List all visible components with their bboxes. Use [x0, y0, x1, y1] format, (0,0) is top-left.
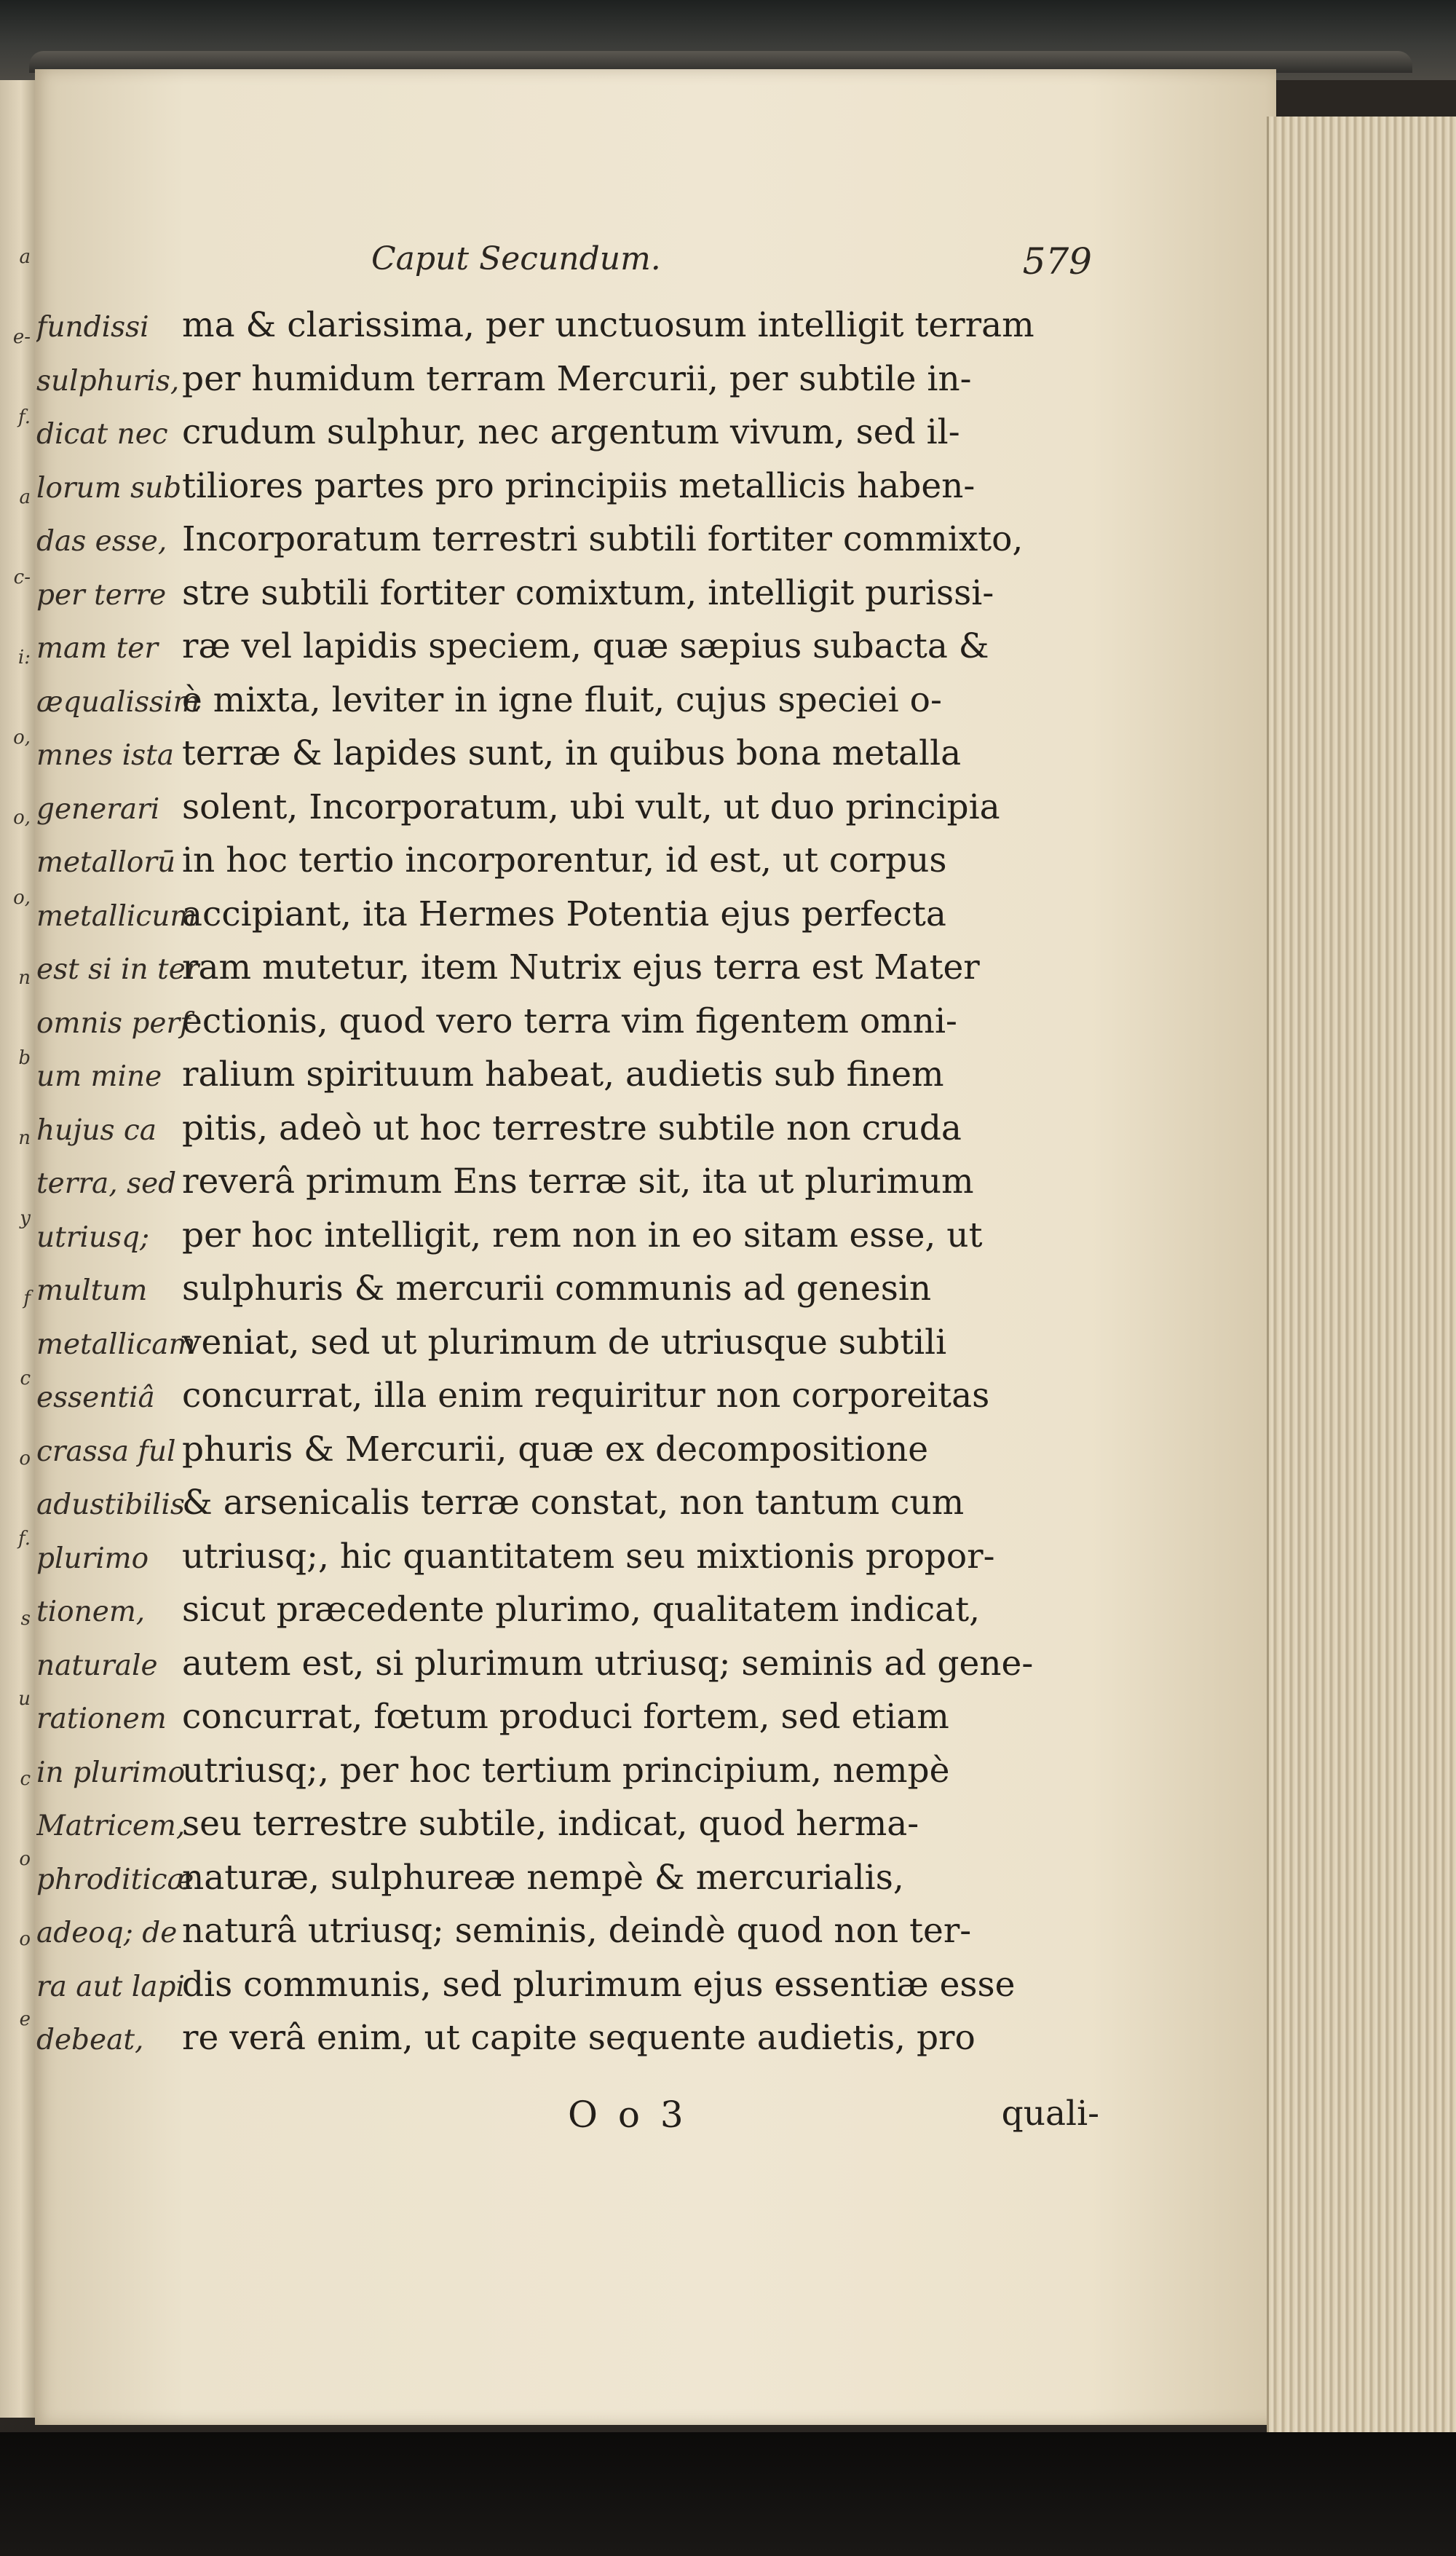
facing-page-letter: o	[19, 1928, 31, 1950]
line-text: per humidum terram Mercurii, per subtile in-	[182, 358, 972, 399]
text-line	[36, 1423, 1099, 1477]
marginal-word-fragment: fundissi	[36, 311, 149, 344]
text-line	[36, 1209, 1099, 1263]
facing-page-letter: n	[18, 967, 31, 989]
text-line	[36, 1690, 1099, 1744]
marginal-word-fragment: multum	[36, 1274, 148, 1307]
marginal-word-fragment: adustibilis	[36, 1488, 185, 1521]
text-line	[36, 1262, 1099, 1316]
text-line	[36, 352, 1099, 406]
text-line	[36, 406, 1099, 459]
line-text: in hoc tertio incorporentur, id est, ut corpus	[182, 840, 947, 880]
text-line	[36, 1958, 1099, 2012]
line-text: dis communis, sed plurimum ejus essentiæ esse	[182, 1964, 1016, 2005]
line-text: Incorporatum terrestri subtili fortiter commixto,	[182, 519, 1024, 559]
facing-page-letter: o	[19, 1848, 31, 1870]
text-line	[36, 1904, 1099, 1958]
facing-page-letter: o	[19, 1448, 31, 1470]
text-line	[36, 1851, 1099, 1905]
marginal-word-fragment: terra, sed	[36, 1167, 177, 1200]
text-line	[36, 781, 1099, 835]
text-line	[36, 1583, 1099, 1637]
text-line	[36, 995, 1099, 1049]
text-line	[36, 513, 1099, 567]
marginal-word-fragment: um mine	[36, 1060, 162, 1093]
facing-page-letter: i:	[17, 647, 31, 668]
text-line	[36, 1316, 1099, 1370]
marginal-word-fragment: metallorū	[36, 846, 176, 879]
signature-mark: O o 3	[568, 2094, 688, 2136]
line-text: sicut præcedente plurimo, qualitatem indicat,	[182, 1590, 981, 1630]
body-text	[36, 299, 1099, 2065]
catchword: quali-	[1001, 2094, 1099, 2134]
marginal-word-fragment: æqualissim	[36, 685, 200, 719]
facing-page-letter: f.	[18, 1528, 31, 1550]
text-line	[36, 1102, 1099, 1156]
line-text: solent, Incorporatum, ubi vult, ut duo principia	[182, 786, 1000, 827]
marginal-word-fragment: debeat,	[36, 2024, 144, 2056]
line-text: stre subtili fortiter comixtum, intelligit purissi-	[182, 572, 994, 613]
running-title: Caput Secundum.	[371, 240, 661, 277]
text-line	[36, 1530, 1099, 1584]
text-line	[36, 1744, 1099, 1798]
line-text: concurrat, illa enim requiritur non corporeitas	[182, 1376, 990, 1416]
marginal-word-fragment: plurimo	[36, 1542, 149, 1575]
facing-page-letter: a	[19, 486, 31, 508]
facing-page-letter: b	[18, 1047, 31, 1069]
line-text: naturâ utriusq; seminis, deindè quod non ter-	[182, 1911, 972, 1951]
line-text: autem est, si plurimum utriusq; seminis ad gene-	[182, 1643, 1034, 1684]
line-text: naturæ, sulphureæ nempè & mercurialis,	[182, 1857, 904, 1898]
page-edge-stack	[1267, 117, 1456, 2447]
facing-page-letter: e	[19, 2008, 31, 2030]
page-footer	[36, 2094, 1099, 2145]
marginal-word-fragment: per terre	[36, 578, 167, 612]
running-head	[371, 240, 1092, 284]
marginal-word-fragment: naturale	[36, 1649, 158, 1682]
facing-page-letter: e-	[12, 326, 31, 348]
facing-page-edge	[0, 80, 36, 2418]
line-text: tiliores partes pro principiis metallicis haben-	[182, 465, 976, 506]
marginal-word-fragment: das esse,	[36, 525, 167, 558]
text-line	[36, 1155, 1099, 1209]
facing-page-letter: c	[20, 1768, 31, 1790]
facing-page-letter: a	[19, 246, 31, 268]
page-number: 579	[1022, 240, 1092, 283]
line-text: ram mutetur, item Nutrix ejus terra est Mater	[182, 947, 980, 987]
marginal-word-fragment: omnis perf	[36, 1006, 191, 1040]
text-line	[36, 674, 1099, 727]
facing-page-letter: y	[20, 1207, 31, 1229]
text-line	[36, 459, 1099, 513]
facing-page-letter: o,	[13, 887, 31, 909]
text-line	[36, 299, 1099, 352]
marginal-word-fragment: est si in ter	[36, 953, 199, 986]
marginal-word-fragment: utriusq;	[36, 1220, 150, 1254]
text-line	[36, 1369, 1099, 1423]
marginal-word-fragment: essentiâ	[36, 1381, 155, 1414]
line-text: seu terrestre subtile, indicat, quod herma-	[182, 1804, 919, 1844]
facing-page-letter: u	[18, 1688, 31, 1710]
marginal-word-fragment: ra aut lapi	[36, 1970, 185, 2003]
line-text: ectionis, quod vero terra vim figentem omni-	[182, 1001, 957, 1041]
text-line	[36, 620, 1099, 674]
text-line	[36, 1476, 1099, 1530]
facing-page-letter: o,	[13, 727, 31, 749]
line-text: reverâ primum Ens terræ sit, ita ut plurimum	[182, 1161, 974, 1202]
marginal-word-fragment: rationem	[36, 1703, 167, 1735]
marginal-word-fragment: hujus ca	[36, 1113, 157, 1147]
line-text: è mixta, leviter in igne fluit, cujus speciei o-	[182, 679, 942, 720]
line-text: accipiant, ita Hermes Potentia ejus perfecta	[182, 894, 946, 934]
marginal-word-fragment: Matricem,	[36, 1810, 186, 1842]
line-text: veniat, sed ut plurimum de utriusque subtili	[182, 1322, 947, 1362]
text-line	[36, 1637, 1099, 1691]
marginal-word-fragment: tionem,	[36, 1595, 146, 1628]
line-text: per hoc intelligit, rem non in eo sitam esse, ut	[182, 1215, 983, 1255]
marginal-word-fragment: metallicum	[36, 899, 197, 933]
marginal-word-fragment: adeoq; de	[36, 1917, 178, 1949]
marginal-word-fragment: lorum sub	[36, 471, 182, 505]
marginal-word-fragment: generari	[36, 792, 160, 826]
line-text: ræ vel lapidis speciem, quæ sæpius subacta &	[182, 626, 989, 666]
line-text: re verâ enim, ut capite sequente audietis, pro	[182, 2018, 976, 2058]
line-text: phuris & Mercurii, quæ ex decompositione	[182, 1429, 929, 1470]
text-line	[36, 1797, 1099, 1851]
facing-page-letter: n	[18, 1127, 31, 1149]
text-line	[36, 567, 1099, 620]
marginal-word-fragment: metallicam	[36, 1328, 196, 1361]
book-bottom-shadow	[0, 2432, 1456, 2556]
facing-page-letter: f	[23, 1287, 31, 1309]
marginal-word-fragment: sulphuris,	[36, 364, 180, 398]
line-text: crudum sulphur, nec argentum vivum, sed il-	[182, 412, 960, 452]
line-text: utriusq;, per hoc tertium principium, nempè	[182, 1750, 950, 1791]
marginal-word-fragment: phroditicæ	[36, 1863, 194, 1896]
marginal-word-fragment: in plurimo	[36, 1756, 186, 1789]
marginal-word-fragment: mnes ista	[36, 739, 175, 772]
text-line	[36, 888, 1099, 942]
text-line	[36, 2011, 1099, 2065]
line-text: ma & clarissima, per unctuosum intelligit terram	[182, 305, 1034, 345]
marginal-word-fragment: crassa ful	[36, 1435, 176, 1468]
facing-page-letter: c	[20, 1368, 31, 1389]
text-line	[36, 941, 1099, 995]
marginal-word-fragment: dicat nec	[36, 418, 168, 451]
facing-page-letter: s	[20, 1608, 31, 1630]
facing-page-letter: c-	[13, 567, 31, 588]
book-binding-top	[0, 0, 1456, 80]
facing-page-letter: f.	[18, 406, 31, 428]
line-text: ralium spirituum habeat, audietis sub finem	[182, 1054, 944, 1094]
text-line	[36, 834, 1099, 888]
line-text: pitis, adeò ut hoc terrestre subtile non cruda	[182, 1108, 962, 1148]
text-line	[36, 727, 1099, 781]
text-line	[36, 1048, 1099, 1102]
line-text: sulphuris & mercurii communis ad genesin	[182, 1269, 932, 1309]
marginal-word-fragment: mam ter	[36, 632, 159, 665]
line-text: concurrat, fœtum produci fortem, sed etiam	[182, 1697, 949, 1737]
line-text: & arsenicalis terræ constat, non tantum cum	[182, 1483, 965, 1523]
line-text: utriusq;, hic quantitatem seu mixtionis propor-	[182, 1536, 995, 1577]
line-text: terræ & lapides sunt, in quibus bona metalla	[182, 733, 962, 773]
facing-page-letter: o,	[13, 807, 31, 829]
